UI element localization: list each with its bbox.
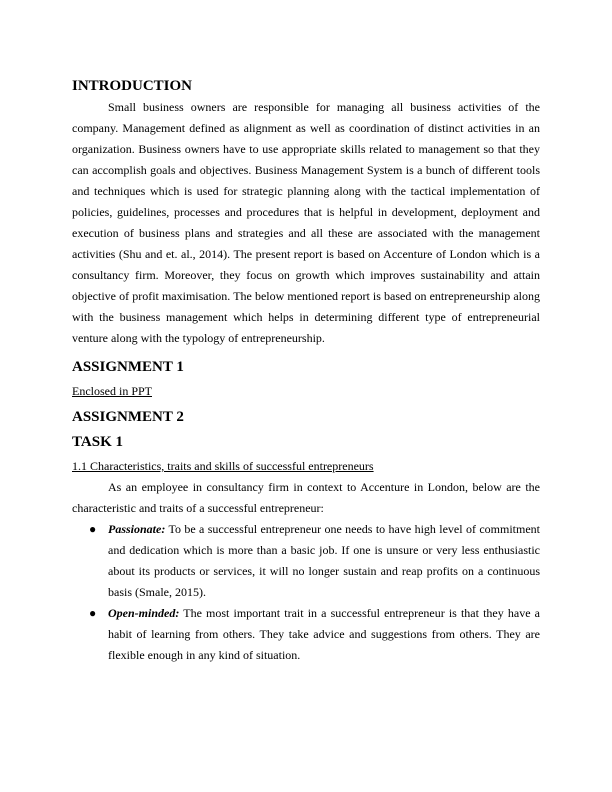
document-page <box>72 76 540 666</box>
assignment-2-heading: ASSIGNMENT 2 <box>72 409 184 425</box>
trait-term: Open-minded: <box>108 606 180 620</box>
bullet-icon: ● <box>89 606 97 620</box>
task-1-heading: TASK 1 <box>72 434 123 450</box>
list-item <box>72 519 540 603</box>
task-1-intro-paragraph: As an employee in consultancy firm in context to Accenture in London, below are the characteristic and traits of a successful entrepreneur: <box>72 480 540 515</box>
trait-description: To be a successful entrepreneur one needs to have high level of commitment and dedication which is more than a basic job. If one is unsure or very less enthusiastic about its products or services, it will no longer sustain and reap profits on a continuous basis (Smale, 2015). <box>108 522 540 599</box>
introduction-heading: INTRODUCTION <box>72 78 193 94</box>
introduction-paragraph: Small business owners are responsible for managing all business activities of the company. Management defined as alignment as well as coordination of distinct activities in an organization. Business owners have to use appropriate skills related to management so that they can accomplish goals and objectives. Business Management System is a bunch of different tools and techniques which is used for strategic planning along with the tactical implementation of policies, guidelines, processes and procedures that is helpful in development, deployment and execution of business plans and strategies and all these are associated with the management activities (Shu and et. al., 2014). The present report is based on Accenture of London which is a consultancy firm. Moreover, they focus on growth which improves sustainability and attain objective of profit maximisation. The below mentioned report is based on entrepreneurship along with the business management which helps in determining different type of entrepreneurial venture along with the typology of entrepreneurship. <box>72 100 540 345</box>
task-1-subheading: 1.1 Characteristics, traits and skills of successful entrepreneurs <box>72 459 374 473</box>
trait-term: Passionate: <box>108 522 166 536</box>
trait-description: The most important trait in a successful entrepreneur is that they have a habit of learning from others. They take advice and suggestions from others. They are flexible enough in any kind of situation. <box>108 606 540 662</box>
assignment-1-heading: ASSIGNMENT 1 <box>72 359 184 375</box>
list-item <box>72 603 540 666</box>
traits-list <box>72 519 540 666</box>
bullet-icon: ● <box>89 522 97 536</box>
enclosed-in-ppt-text: Enclosed in PPT <box>72 384 152 398</box>
